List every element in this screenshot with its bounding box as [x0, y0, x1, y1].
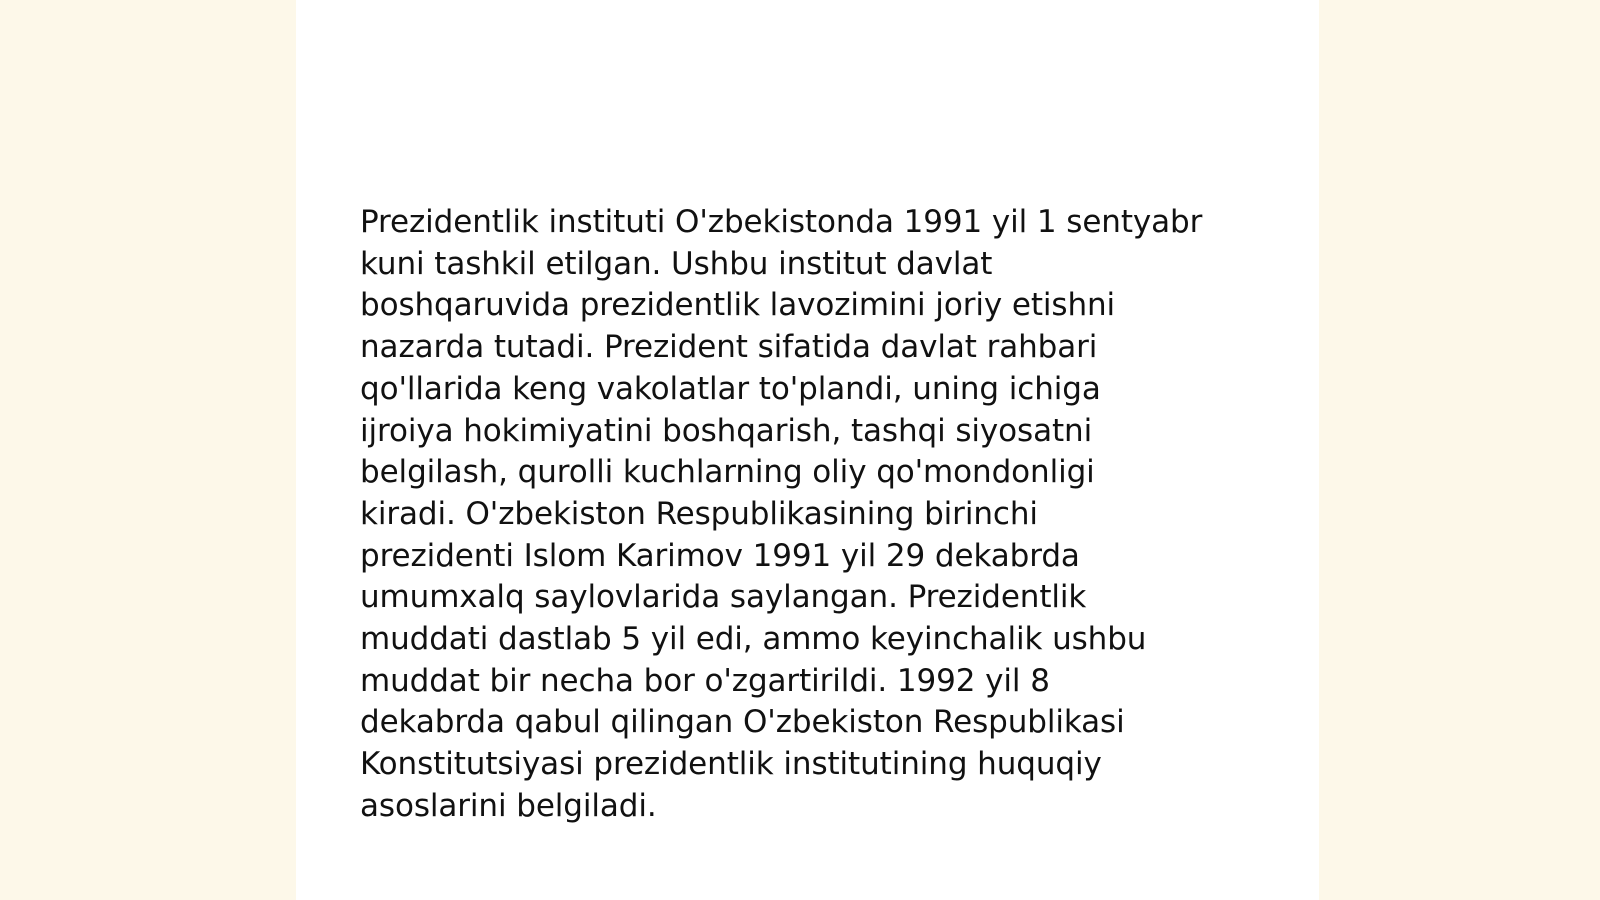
paragraph-line: ijroiya hokimiyatini boshqarish, tashqi siyosatni	[360, 412, 1093, 449]
paragraph-line: qo'llarida keng vakolatlar to'plandi, uning ichiga	[360, 370, 1101, 407]
paragraph-line: kuni tashkil etilgan. Ushbu institut davlat	[360, 245, 993, 282]
paragraph-line: umumxalq saylovlarida saylangan. Prezidentlik	[360, 579, 1087, 616]
paragraph-line: kiradi. O'zbekiston Respublikasining birinchi	[360, 495, 1038, 532]
paragraph-line: muddati dastlab 5 yil edi, ammo keyinchalik ushbu	[360, 621, 1147, 658]
paragraph	[360, 202, 1260, 828]
paragraph-line: boshqaruvida prezidentlik lavozimini joriy etishni	[360, 287, 1116, 324]
paragraph-line: nazarda tutadi. Prezident sifatida davlat rahbari	[360, 329, 1098, 366]
paragraph-line: Konstitutsiyasi prezidentlik institutining huquqiy	[360, 746, 1102, 783]
paragraph-line: asoslarini belgiladi.	[360, 787, 657, 824]
paragraph-line: dekabrda qabul qilingan O'zbekiston Respublikasi	[360, 704, 1125, 741]
paragraph-line: muddat bir necha bor o'zgartirildi. 1992 yil 8	[360, 662, 1050, 699]
paragraph-line: prezidenti Islom Karimov 1991 yil 29 dekabrda	[360, 537, 1080, 574]
paragraph-line: belgilash, qurolli kuchlarning oliy qo'mondonligi	[360, 454, 1095, 491]
document-page	[296, 0, 1319, 900]
paragraph-line: Prezidentlik instituti O'zbekistonda 1991 yil 1 sentyabr	[360, 204, 1203, 240]
